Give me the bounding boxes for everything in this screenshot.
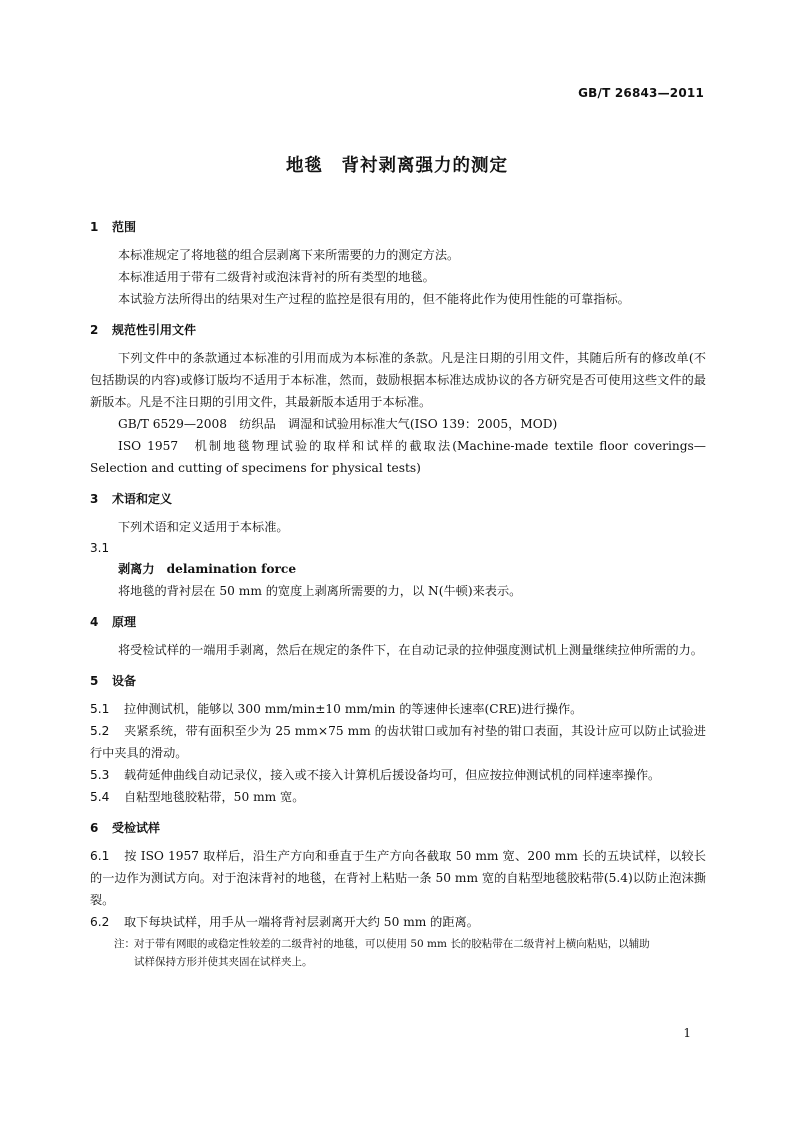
section-number: 1 [90,220,99,234]
section-title: 设备 [112,674,137,688]
term-number: 3.1 [90,541,110,555]
clause-text: 载荷延伸曲线自动记录仪，接入或不接入计算机后援设备均可，但应按拉伸测试机的同样速率操作。 [124,768,661,782]
clause-item [90,911,706,933]
section-number: 2 [90,323,99,337]
paragraph: 将受检试样的一端用手剥离，然后在规定的条件下，在自动记录的拉伸强度测试机上测量继续拉伸所需的力。 [118,643,703,657]
section-title: 术语和定义 [112,492,173,506]
term-english: delamination force [166,562,297,576]
section-number: 4 [90,615,99,629]
section-title: 规范性引用文件 [112,323,197,337]
document-body [90,216,706,971]
reference-item: GB/T 6529—2008 纺织品 调湿和试验用标准大气(ISO 139：2005，MOD) [118,417,558,431]
paragraph: 本标准规定了将地毯的组合层剥离下来所需要的力的测定方法。 [118,248,460,262]
clause-item [90,845,706,911]
section-title: 范围 [112,220,137,234]
paragraph: 本试验方法所得出的结果对生产过程的监控是很有用的，但不能将此作为使用性能的可靠指标。 [118,292,630,306]
paragraph: 下列文件中的条款通过本标准的引用而成为本标准的条款。凡是注日期的引用文件，其随后所有的修改单(不包括勘误的内容)或修订版均不适用于本标准，然而，鼓励根据本标准达成协议的各方研究是否可使用这些文件的最新版本。凡是不注日期的引用文件，其最新版本适用于本标准。 [90,351,706,409]
clause-number: 6.1 [90,849,110,863]
note [90,935,706,953]
document-title: 地毯 背衬剥离强力的测定 [286,156,508,176]
standard-code: GB/T 26843—2011 [578,86,704,100]
term-definition: 将地毯的背衬层在 50 mm 的宽度上剥离所需要的力，以 N(牛顿)来表示。 [118,584,522,598]
section-number: 6 [90,821,99,835]
term-chinese: 剥离力 [118,562,155,576]
clause-text: 自粘型地毯胶粘带，50 mm 宽。 [124,790,305,804]
section-title: 受检试样 [112,821,161,835]
clause-text: 按 ISO 1957 取样后，沿生产方向和垂直于生产方向各截取 50 mm 宽、200 mm 长的五块试样，以较长的一边作为测试方向。对于泡沫背衬的地毯，在背衬上粘贴一条 50 mm 宽的自粘型地毯胶粘带(5.4)以防止泡沫撕裂。 [90,849,706,907]
reference-item: ISO 1957 机制地毯物理试验的取样和试样的截取法(Machine-made textile floor coverings—Selection and cutting of specimens for physical tests) [90,439,706,475]
clause-item [90,764,706,786]
clause-item [90,698,706,720]
term-entry [90,558,706,580]
section-title: 原理 [112,615,137,629]
section-heading-scope [90,216,706,238]
clause-item [90,786,706,808]
section-heading-terms-definitions [90,488,706,510]
clause-number: 5.3 [90,768,110,782]
clause-text: 取下每块试样，用手从一端将背衬层剥离开大约 50 mm 的距离。 [124,915,479,929]
section-heading-apparatus [90,670,706,692]
clause-number: 6.2 [90,915,110,929]
clause-number: 5.1 [90,702,110,716]
page-number: 1 [683,1026,691,1040]
clause-number: 5.4 [90,790,110,804]
section-heading-principle [90,611,706,633]
section-heading-test-specimens [90,817,706,839]
clause-number: 5.2 [90,724,110,738]
clause-text: 拉伸测试机，能够以 300 mm/min±10 mm/min 的等速伸长速率(CRE)进行操作。 [124,702,583,716]
section-number: 3 [90,492,99,506]
note-label: 注： [114,938,135,950]
section-number: 5 [90,674,99,688]
clause-item [90,720,706,764]
section-heading-normative-references [90,319,706,341]
note-text: 对于带有网眼的或稳定性较差的二级背衬的地毯，可以使用 50 mm 长的胶粘带在二级背衬上横向粘贴，以辅助 [134,938,650,950]
note-continuation: 试样保持方形并使其夹固在试样夹上。 [134,956,313,968]
paragraph: 本标准适用于带有二级背衬或泡沫背衬的所有类型的地毯。 [118,270,435,284]
paragraph: 下列术语和定义适用于本标准。 [118,520,289,534]
clause-text: 夹紧系统，带有面积至少为 25 mm×75 mm 的齿状钳口或加有衬垫的钳口表面，其设计应可以防止试验进行中夹具的滑动。 [90,724,706,760]
